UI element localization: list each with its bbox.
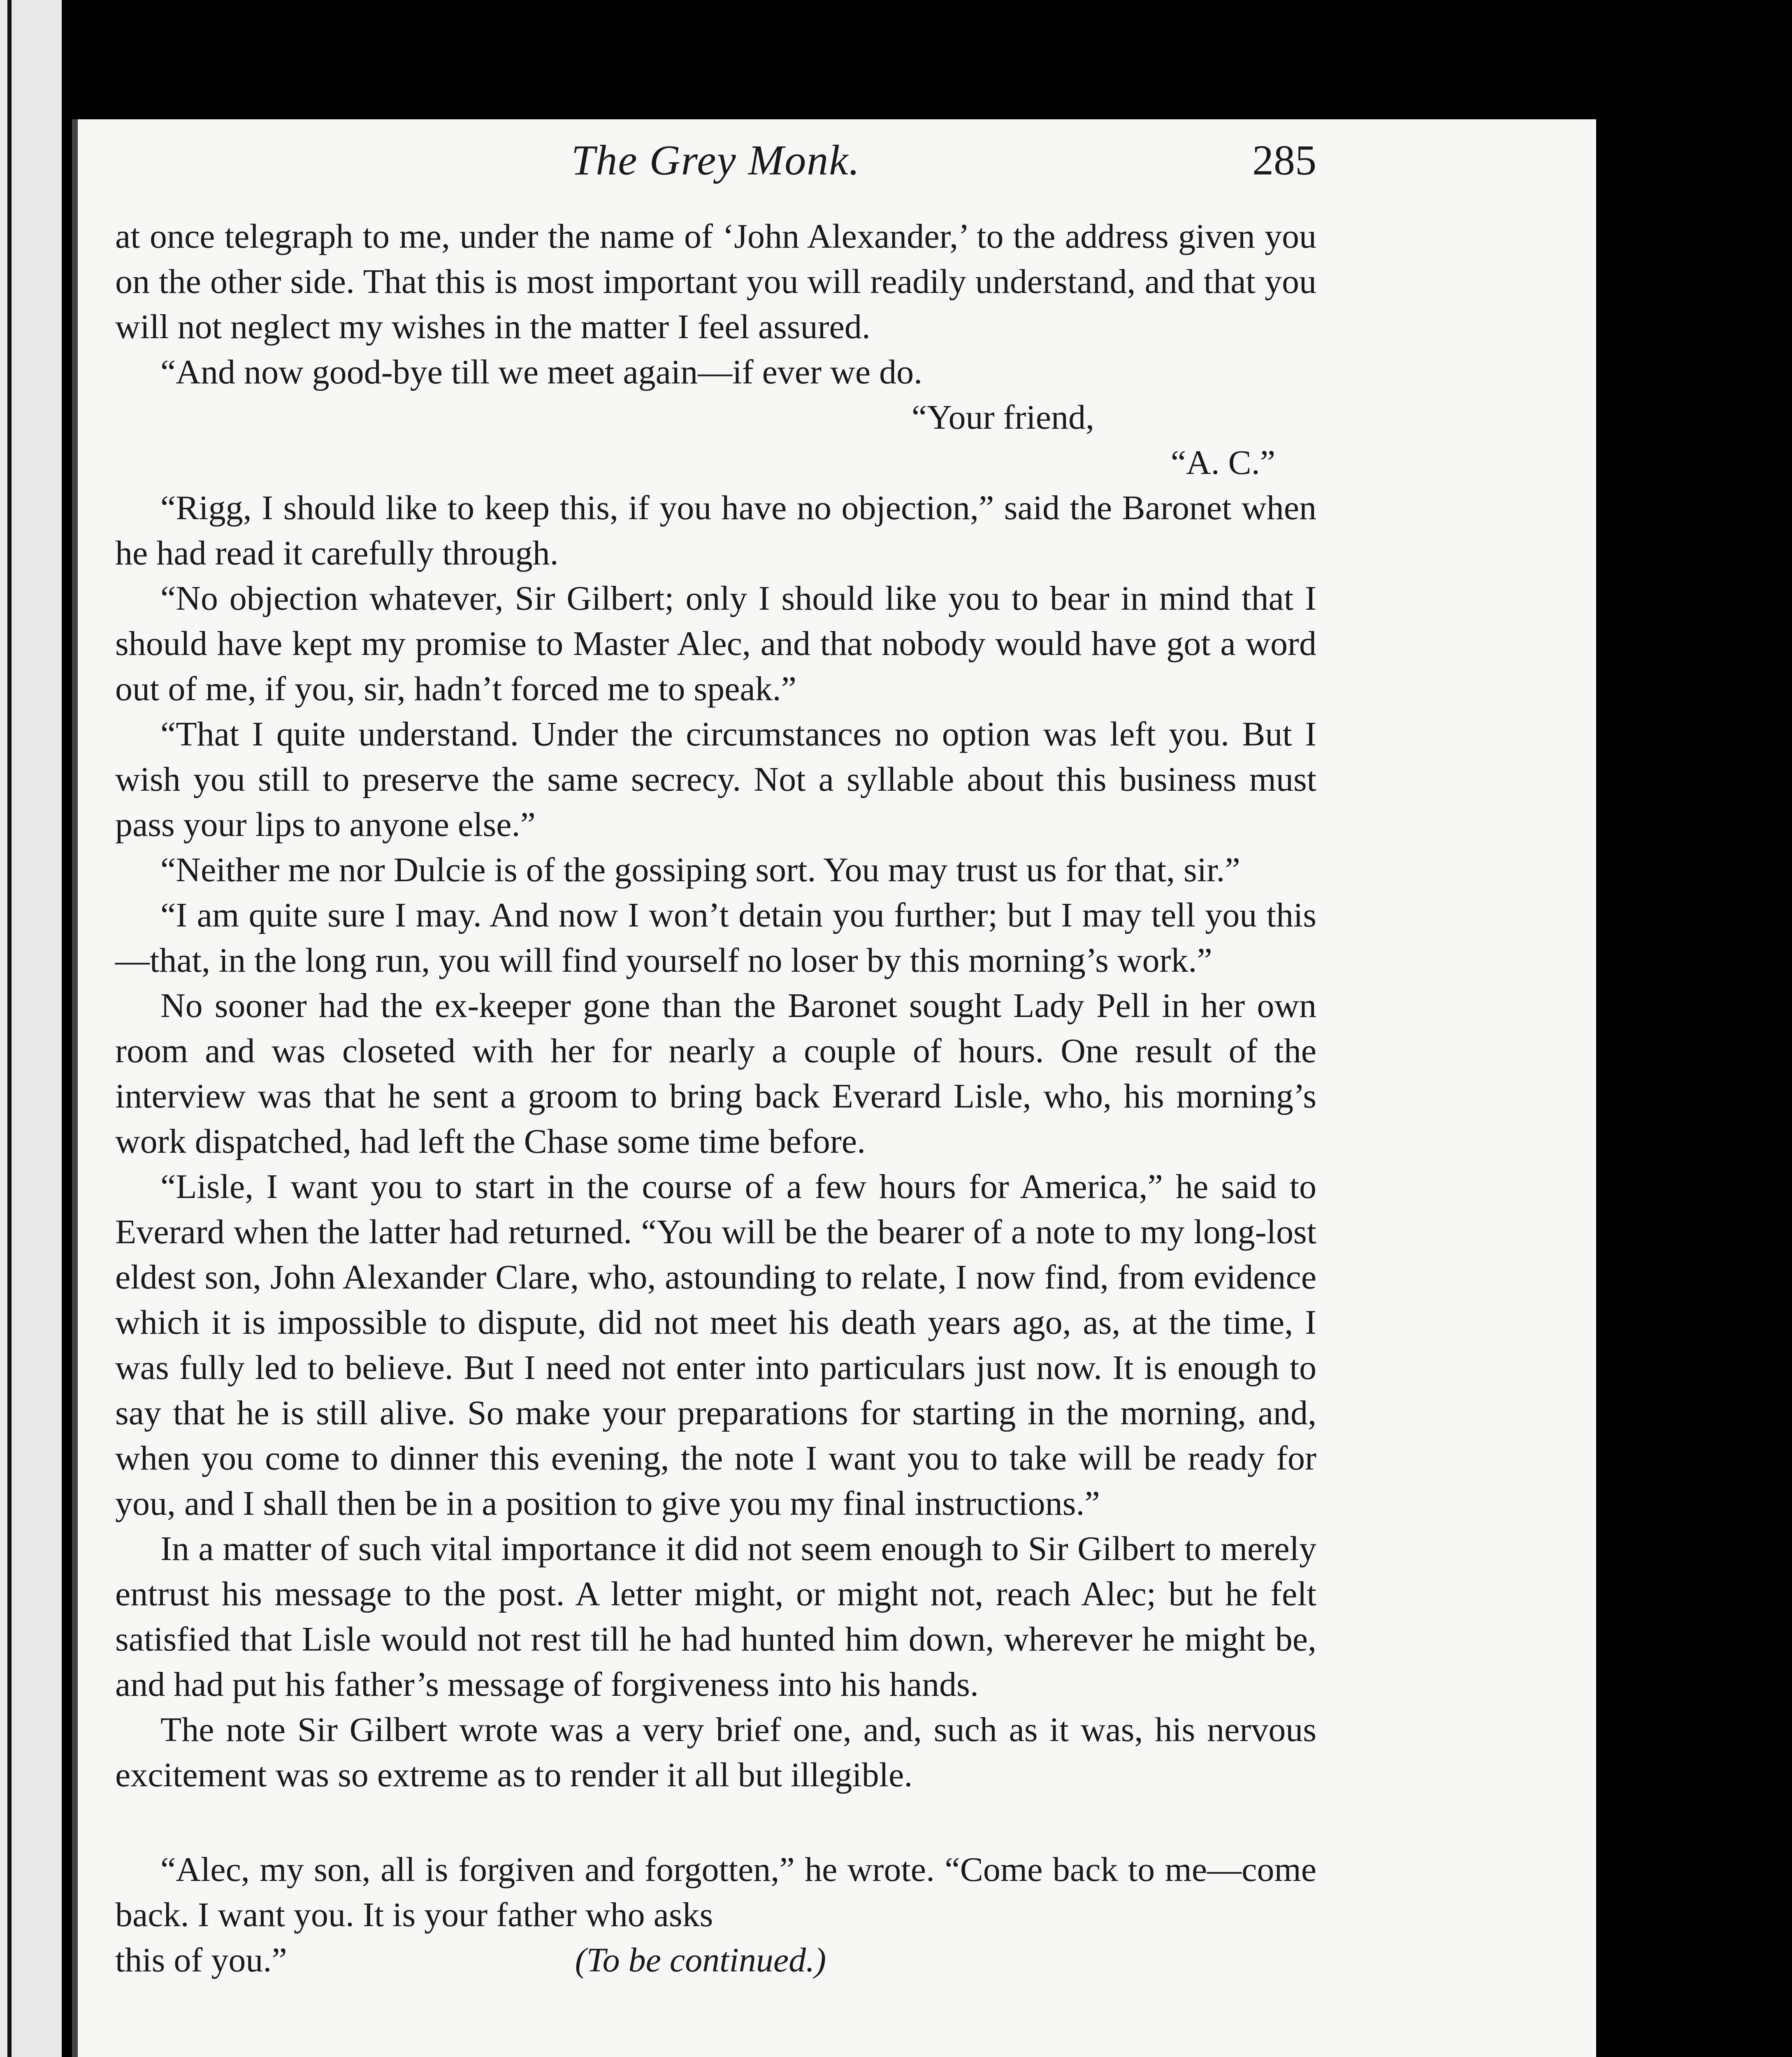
- paragraph-9: “Lisle, I want you to start in the course of a few hours for America,” he said to Everard when the latter had returned. “You will be the bearer of a note to my long-lost eldest son, John Alexander Clare, who, astounding to relate, I now find, from evidence which it is impossible to dispute, did not meet his death years ago, as, at the time, I was fully led to believe. But I need not enter into particulars just now. It is enough to say that he is still alive. So make your preparations for starting in the morning, and, when you come to dinner this evening, the note I want you to take will be ready for you, and I shall then be in a position to give you my final instructions.”: [115, 1168, 1316, 1523]
- running-title: The Grey Monk.: [571, 137, 861, 184]
- paragraph-8: No sooner had the ex-keeper gone than the Baronet sought Lady Pell in her own room and was closeted with her for nearly a couple of hours. One result of the interview was that he sent a groom to bring back Everard Lisle, who, his morning’s work dispatched, had left the Chase some time before.: [115, 987, 1316, 1161]
- to-be-continued: (To be continued.): [575, 1941, 826, 1979]
- page-edge: [72, 119, 78, 2057]
- paragraph-5: “That I quite understand. Under the circumstances no option was left you. But I wish you still to preserve the same secrecy. Not a syllable about this business must pass your lips to anyone else.”: [115, 715, 1316, 844]
- paragraph-3: “Rigg, I should like to keep this, if you have no objection,” said the Baronet when he had read it carefully through.: [115, 489, 1316, 572]
- closing-line: [115, 1938, 1316, 1983]
- paragraph-7: “I am quite sure I may. And now I won’t detain you further; but I may tell you this—that, in the long run, you will find yourself no loser by this morning’s work.”: [115, 896, 1316, 980]
- page-header: [115, 136, 1316, 202]
- letter-initials: “A. C.”: [1170, 443, 1275, 482]
- section-gap: [115, 1798, 1316, 1847]
- paragraph-4: “No objection whatever, Sir Gilbert; only I should like you to bear in mind that I should have kept my promise to Master Alec, and that nobody would have got a word out of me, if you, sir, hadn’t forced me to speak.”: [115, 579, 1316, 708]
- paragraph-10: In a matter of such vital importance it did not seem enough to Sir Gilbert to merely entrust his message to the post. A letter might, or might not, reach Alec; but he felt satisfied that Lisle would not rest till he had hunted him down, wherever he might be, and had put his father’s message of forgiveness into his hands.: [115, 1530, 1316, 1704]
- paragraph-1: at once telegraph to me, under the name of ‘John Alexander,’ to the address given you on the other side. That this is most important you will readily understand, and that you will not neglect my wishes in the matter I feel assured.: [115, 217, 1316, 346]
- paragraph-2: “And now good-bye till we meet again—if ever we do.: [160, 353, 923, 391]
- paragraph-12: “Alec, my son, all is forgiven and forgotten,” he wrote. “Come back to me—come back. I want you. It is your father who asks: [115, 1850, 1316, 1934]
- body-text: [115, 214, 1316, 1983]
- paragraph-11: The note Sir Gilbert wrote was a very brief one, and, such as it was, his nervous excitement was so extreme as to render it all but illegible.: [115, 1711, 1316, 1794]
- page-number: 285: [1252, 137, 1316, 184]
- spine-edge: [7, 0, 12, 2057]
- letter-signoff: “Your friend,: [911, 398, 1094, 436]
- paragraph-12-end: this of you.”: [115, 1941, 287, 1979]
- paragraph-6: “Neither me nor Dulcie is of the gossiping sort. You may trust us for that, sir.”: [160, 851, 1240, 889]
- book-spine: [0, 0, 62, 2057]
